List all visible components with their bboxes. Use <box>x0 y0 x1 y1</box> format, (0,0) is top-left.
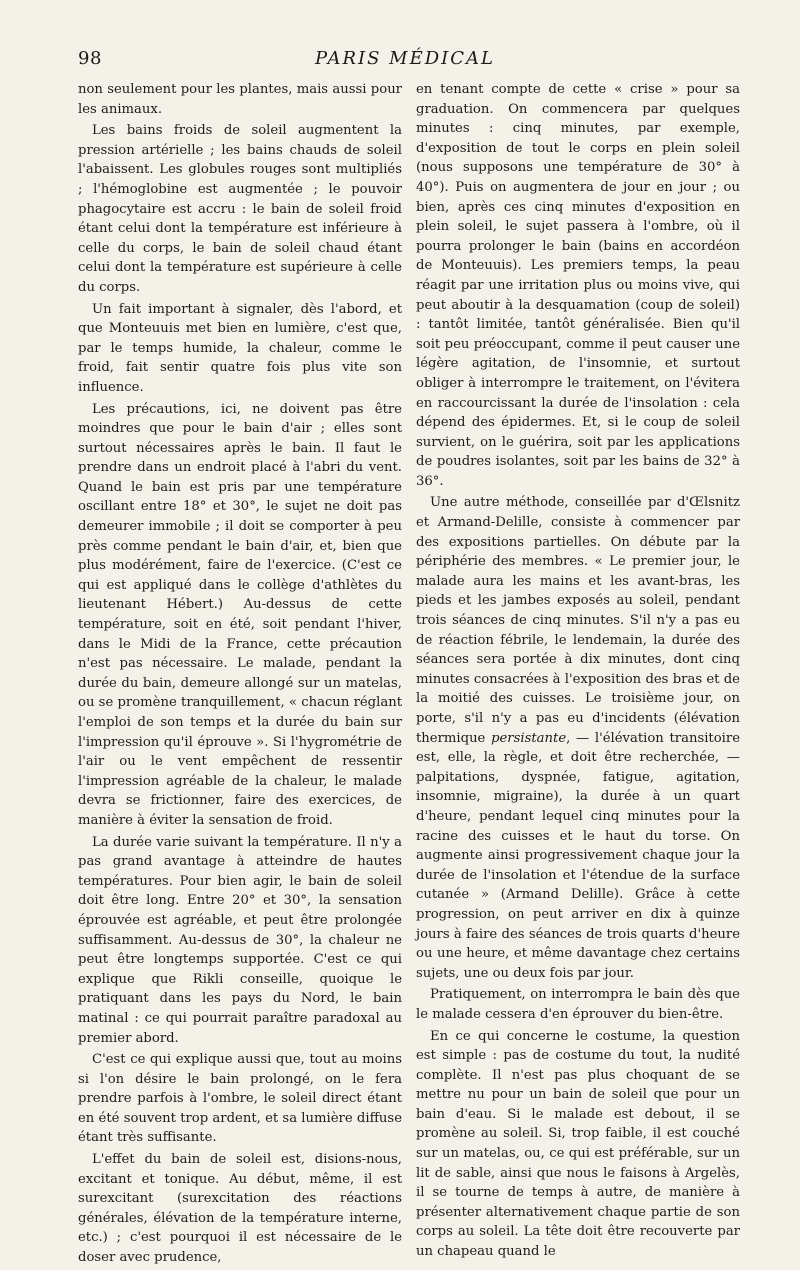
paragraph: Les précautions, ici, ne doivent pas être moindres que pour le bain d'air ; elles sont surtout nécessaires après le bain. Il faut le prendre dans un endroit placé à l'abri du vent. Quand le bain est pris par une température oscillant entre 18° et 30°, le sujet ne doit pas demeurer immobile ; il doit se comporter à peu près comme pendant le bain d'air, et, bien que plus modérément, faire de l'exercice. (C'est ce qui est appliqué dans le collège d'athlètes du lieutenant Hébert.) Au-dessus de cette température, soit en été, soit pendant l'hiver, dans le Midi de la France, cette précaution n'est pas nécessaire. Le malade, pendant la durée du bain, demeure allongé sur un matelas, ou se promène tranquillement, « chacun réglant l'emploi de son temps et la durée du bain sur l'impression qu'il éprouve ». Si l'hygrométrie de l'air ou le vent empêchent de ressentir l'impression agréable de la chaleur, le malade devra se frictionner, faire des exercices, de manière à éviter la sensation de froid. <box>78 401 402 828</box>
running-header <box>78 44 732 74</box>
paragraph: Un fait important à signaler, dès l'abord, et que Monteuuis met bien en lumière, c'est que, par le temps humide, la chaleur, comme le froid, fait sentir quatre fois plus vite son influence. <box>78 301 402 395</box>
paragraph: en tenant compte de cette « crise » pour sa graduation. On commencera par quelques minutes : cinq minutes, par exemple, d'exposition de tout le corps en plein soleil (nous supposons une température de 30° à 40°). Puis on augmentera de jour en jour ; ou bien, après ces cinq minutes d'exposition en plein soleil, le sujet passera à l'ombre, où il pourra prolonger le bain (bains en accordéon de Monteuuis). Les premiers temps, la peau réagit par une irritation plus ou moins vive, qui peut aboutir à la desquamation (coup de soleil) : tantôt limitée, tantôt généralisée. Bien qu'il soit peu préoccupant, comme il peut causer une légère agitation, de l'insomnie, et surtout obliger à interrompre le traitement, on l'évitera en raccourcissant la durée de l'insolation : cela dépend des épidermes. Et, si le coup de soleil survient, on le guérira, soit par les applications de poudres isolantes, soit par les bains de 32° à 36°. <box>416 82 740 489</box>
paragraph: Les bains froids de soleil augmentent la pression artérielle ; les bains chauds de soleil l'abaissent. Les globules rouges sont multipliés ; l'hémoglobine est augmentée ; le pouvoir phagocytaire est accru : le bain de soleil froid étant celui dont la température est inférieure à celle du corps, le bain de soleil chaud étant celui dont la température est supérieure à celle du corps. <box>78 123 402 295</box>
text-run: , — l'élévation transitoire est, elle, la règle, et doit être recherchée, — palpitations, dyspnée, fatigue, agitation, insomnie, migraine), la durée à un quart d'heure, pendant lequel cinq minutes pour la racine des cuisses et le haut du torse. On augmente ainsi progressivement chaque jour la durée de l'insolation et l'étendue de la surface cutanée » (Armand Delille). Grâce à cette progression, on peut arriver en dix à quinze jours à faire des séances de trois quarts d'heure ou une heure, et même davantage chez certains sujets, une ou deux fois par jour. <box>416 730 740 981</box>
paragraph: non seulement pour les plantes, mais aussi pour les animaux. <box>78 82 402 117</box>
text-run: Une autre méthode, conseillée par d'Œlsnitz et Armand-Delille, consiste à commencer par des expositions partielles. On débute par la périphérie des membres. « Le premier jour, le malade aura les mains et les avant-bras, les pieds et les jambes exposés au soleil, pendant trois séances de cinq minutes. S'il n'y a pas eu de réaction fébrile, le lendemain, la durée des séances sera portée à dix minutes, dont cinq minutes consacrées à l'exposition des bras et de la moitié des cuisses. Le troisième jour, on porte, s'il n'y a pas eu d'incidents (élévation thermique <box>416 495 740 746</box>
italic-term: persistante <box>491 730 567 746</box>
right-column <box>416 80 740 1264</box>
paragraph: C'est ce qui explique aussi que, tout au moins si l'on désire le bain prolongé, on le fera prendre parfois à l'ombre, le soleil direct étant en été souvent trop ardent, et sa lumière diffuse étant très suffisante. <box>78 1052 402 1146</box>
paragraph: Pratiquement, on interrompra le bain dès que le malade cessera d'en éprouver du bien-être. <box>416 987 740 1022</box>
paragraph: En ce qui concerne le costume, la question est simple : pas de costume du tout, la nudité complète. Il n'est pas plus choquant de se mettre nu pour un bain de soleil que pour un bain d'eau. Si le malade est debout, il se promène au soleil. Si, trop faible, il est couché sur un matelas, ou, ce qui est préférable, sur un lit de sable, ainsi que nous le faisons à Argelès, il se tourne de temps à autre, de manière à présenter alternativement chaque partie de son corps au soleil. La tête doit être recouverte par un chapeau quand le <box>416 1028 740 1260</box>
page-number: 98 <box>78 48 102 69</box>
paragraph <box>416 493 740 983</box>
journal-title: PARIS MÉDICAL <box>314 48 495 69</box>
paragraph: L'effet du bain de soleil est, disions-nous, excitant et tonique. Au début, même, il est surexcitant (surexcitation des réactions générales, élévation de la température interne, etc.) ; c'est pourquoi il est nécessaire de le doser avec prudence, <box>78 1152 402 1266</box>
left-column <box>78 80 402 1270</box>
paragraph: La durée varie suivant la température. Il n'y a pas grand avantage à atteindre de hautes températures. Pour bien agir, le bain de soleil doit être long. Entre 20° et 30°, la sensation éprouvée est agréable, et peut être prolongée suffisamment. Au-dessus de 30°, la chaleur ne peut être longtemps supportée. C'est ce qui explique que Rikli conseille, quoique le pratiquant dans les pays du Nord, le bain matinal : ce qui pourrait paraître paradoxal au premier abord. <box>78 834 402 1046</box>
